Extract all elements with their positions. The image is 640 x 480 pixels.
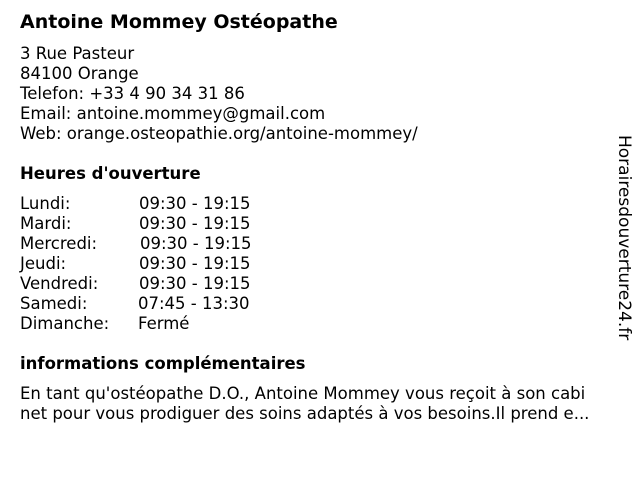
opening-hours-heading: Heures d'ouverture: [20, 164, 201, 183]
description-text: [20, 384, 630, 424]
day-label: Samedi:: [20, 294, 88, 313]
time-range: 09:30 - 19:15: [139, 214, 251, 233]
day-label: Dimanche:: [20, 314, 110, 333]
postal-city: 84100 Orange: [20, 64, 139, 83]
email-address: Email: antoine.mommey@gmail.com: [20, 104, 326, 123]
time-range: 09:30 - 19:15: [140, 234, 252, 253]
hours-row-sunday: [20, 314, 320, 334]
day-label: Lundi:: [20, 194, 71, 213]
time-range: Fermé: [138, 314, 190, 333]
hours-row-monday: [20, 194, 320, 214]
phone-number: Telefon: +33 4 90 34 31 86: [20, 84, 245, 103]
hours-row-saturday: [20, 294, 320, 314]
day-label: Mercredi:: [20, 234, 98, 253]
day-label: Vendredi:: [20, 274, 99, 293]
opening-hours-table: [20, 194, 320, 334]
description-line: En tant qu'ostéopathe D.O., Antoine Mommey vous reçoit à son cabi: [20, 384, 586, 403]
page-title: Antoine Mommey Ostéopathe: [20, 11, 338, 33]
hours-row-tuesday: [20, 214, 320, 234]
time-range: 09:30 - 19:15: [139, 194, 251, 213]
time-range: 09:30 - 19:15: [139, 274, 251, 293]
watermark-text: Horairesdouverture24.fr: [614, 135, 634, 341]
street-address: 3 Rue Pasteur: [20, 44, 135, 63]
day-label: Mardi:: [20, 214, 72, 233]
hours-row-friday: [20, 274, 320, 294]
description-line: net pour vous prodiguer des soins adaptés à vos besoins.Il prend e...: [20, 404, 590, 423]
address-block: [20, 44, 418, 144]
website: Web: orange.osteopathie.org/antoine-mommey/: [20, 124, 418, 143]
time-range: 09:30 - 19:15: [139, 254, 251, 273]
additional-info-heading: informations complémentaires: [20, 354, 306, 373]
hours-row-wednesday: [20, 234, 320, 254]
time-range: 07:45 - 13:30: [138, 294, 250, 313]
hours-row-thursday: [20, 254, 320, 274]
day-label: Jeudi:: [20, 254, 67, 273]
